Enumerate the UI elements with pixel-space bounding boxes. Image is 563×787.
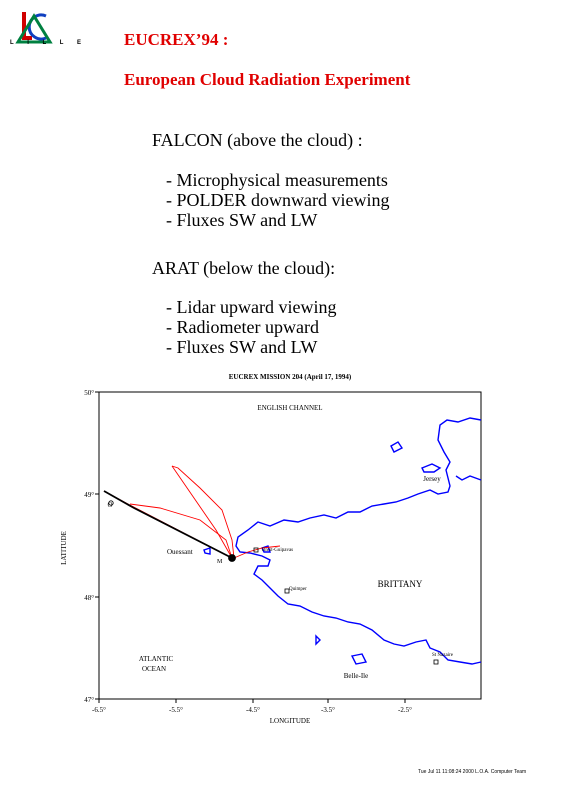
label-st-nazaire: St Nazaire	[432, 653, 453, 658]
map-title: EUCREX MISSION 204 (April 17, 1994)	[228, 373, 352, 381]
label-quimper: Quimper	[289, 587, 307, 592]
x-axis-label: LONGITUDE	[269, 717, 311, 725]
falcon-heading: FALCON (above the cloud) :	[152, 130, 363, 150]
y-tick-label: 50°	[84, 389, 94, 397]
arat-list	[166, 297, 336, 357]
map-frame	[99, 392, 481, 699]
label-english-channel: ENGLISH CHANNEL	[257, 404, 323, 412]
x-tick-label: -6.5°	[92, 706, 106, 714]
x-tick-label: -5.5°	[169, 706, 183, 714]
label-ouessant: Ouessant	[167, 548, 193, 556]
y-axis	[60, 389, 99, 704]
list-item: - Radiometer upward	[166, 317, 319, 337]
label-brest: Brest-Guipavas	[262, 548, 294, 553]
page-title: EUCREX’94 :	[124, 30, 229, 49]
y-tick-label: 49°	[84, 491, 94, 499]
y-tick-label: 47°	[84, 696, 94, 704]
mission-map	[0, 360, 563, 787]
coastline	[204, 418, 481, 664]
list-item: - Microphysical measurements	[166, 170, 388, 190]
logo-text: L I L L E	[10, 40, 88, 46]
label-ocean: OCEAN	[141, 665, 167, 673]
label-jersey: Jersey	[423, 475, 441, 483]
x-tick-label: -2.5°	[398, 706, 412, 714]
falcon-list	[166, 170, 389, 230]
y-tick-label: 48°	[84, 594, 94, 602]
page-subtitle: European Cloud Radiation Experiment	[124, 70, 411, 89]
x-axis	[92, 699, 412, 725]
label-brittany: BRITTANY	[377, 579, 423, 589]
footer-timestamp: Tue Jul 11 11:08:24 2000 L.O.A. Computer Team	[418, 769, 527, 775]
list-item: - POLDER downward viewing	[166, 190, 390, 210]
list-item: - Lidar upward viewing	[166, 297, 337, 317]
list-item: - Fluxes SW and LW	[166, 337, 318, 357]
label-o: O	[107, 501, 113, 509]
falcon-track	[104, 466, 280, 558]
y-axis-label: LATITUDE	[60, 531, 68, 565]
x-tick-label: -3.5°	[321, 706, 335, 714]
x-tick-label: -4.5°	[246, 706, 260, 714]
list-item: - Fluxes SW and LW	[166, 210, 318, 230]
label-belle-ile: Belle-Ile	[343, 672, 369, 680]
label-m: M	[217, 559, 223, 565]
label-atlantic: ATLANTIC	[138, 655, 174, 663]
arat-heading: ARAT (below the cloud):	[152, 258, 336, 278]
